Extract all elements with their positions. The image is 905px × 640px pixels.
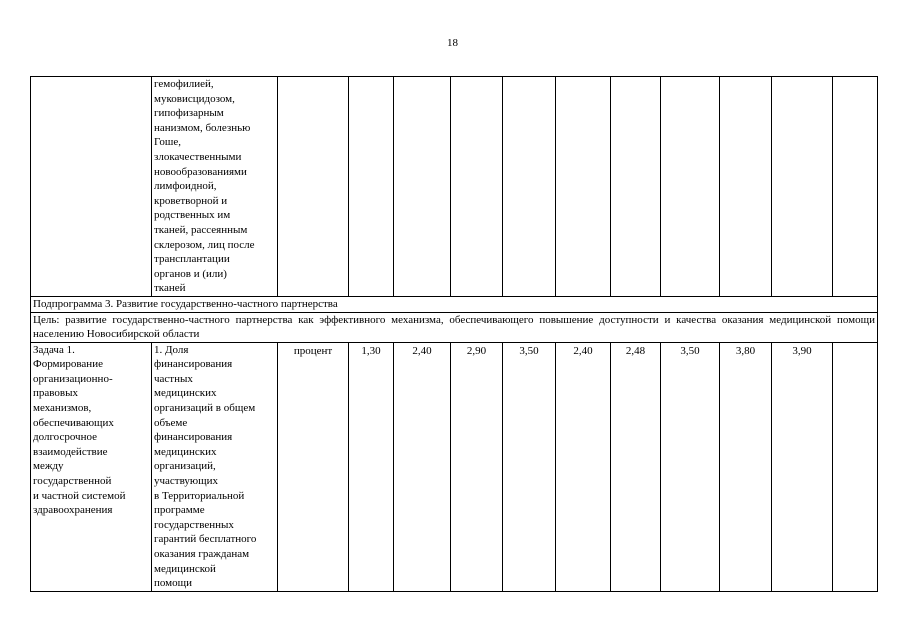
value-cell [720, 77, 772, 297]
unit-cell: процент [278, 342, 349, 591]
task-cell: Задача 1. Формирование организационно- правовых механизмов, обеспечивающих долгосрочное взаимодействие между государственной и частной системой здравоохранения [31, 342, 152, 591]
value-cell: 3,50 [503, 342, 556, 591]
page-number: 18 [447, 37, 458, 49]
value-cell [833, 342, 878, 591]
value-cell [556, 77, 611, 297]
value-cell: 2,40 [394, 342, 451, 591]
value-cell: 3,50 [661, 342, 720, 591]
goal-statement: Цель: развитие государственно-частного партнерства как эффективного механизма, обеспечивающего повышение доступности и качества оказания медицинской помощи населению Новосибирской области [31, 312, 878, 342]
indicator-table [30, 76, 878, 592]
value-cell [349, 77, 394, 297]
value-cell: 3,80 [720, 342, 772, 591]
goal-cell [31, 77, 152, 297]
value-cell [833, 77, 878, 297]
table-row-subprogram [31, 296, 878, 312]
table-row-goal [31, 312, 878, 342]
value-cell [503, 77, 556, 297]
value-cell [772, 77, 833, 297]
value-cell: 2,90 [451, 342, 503, 591]
value-cell: 3,90 [772, 342, 833, 591]
value-cell [394, 77, 451, 297]
value-cell: 1,30 [349, 342, 394, 591]
value-cell [451, 77, 503, 297]
indicator-cell: гемофилией, муковисцидозом, гипофизарным нанизмом, болезнью Гоше, злокачественными новообразованиями лимфоидной, кроветворной и родственных им тканей, рассеянным склерозом, лиц после трансплантации органов и (или) тканей [152, 77, 278, 297]
table-row-task [31, 342, 878, 591]
value-cell [661, 77, 720, 297]
subprogram-heading: Подпрограмма 3. Развитие государственно-частного партнерства [31, 296, 878, 312]
indicator-cell: 1. Доля финансирования частных медицинских организаций в общем объеме финансирования медицинских организаций, участвующих в Территориальной программе государственных гарантий бесплатного оказания гражданам медицинской помощи [152, 342, 278, 591]
table-row-continuation [31, 77, 878, 297]
unit-cell [278, 77, 349, 297]
value-cell: 2,48 [611, 342, 661, 591]
value-cell: 2,40 [556, 342, 611, 591]
value-cell [611, 77, 661, 297]
